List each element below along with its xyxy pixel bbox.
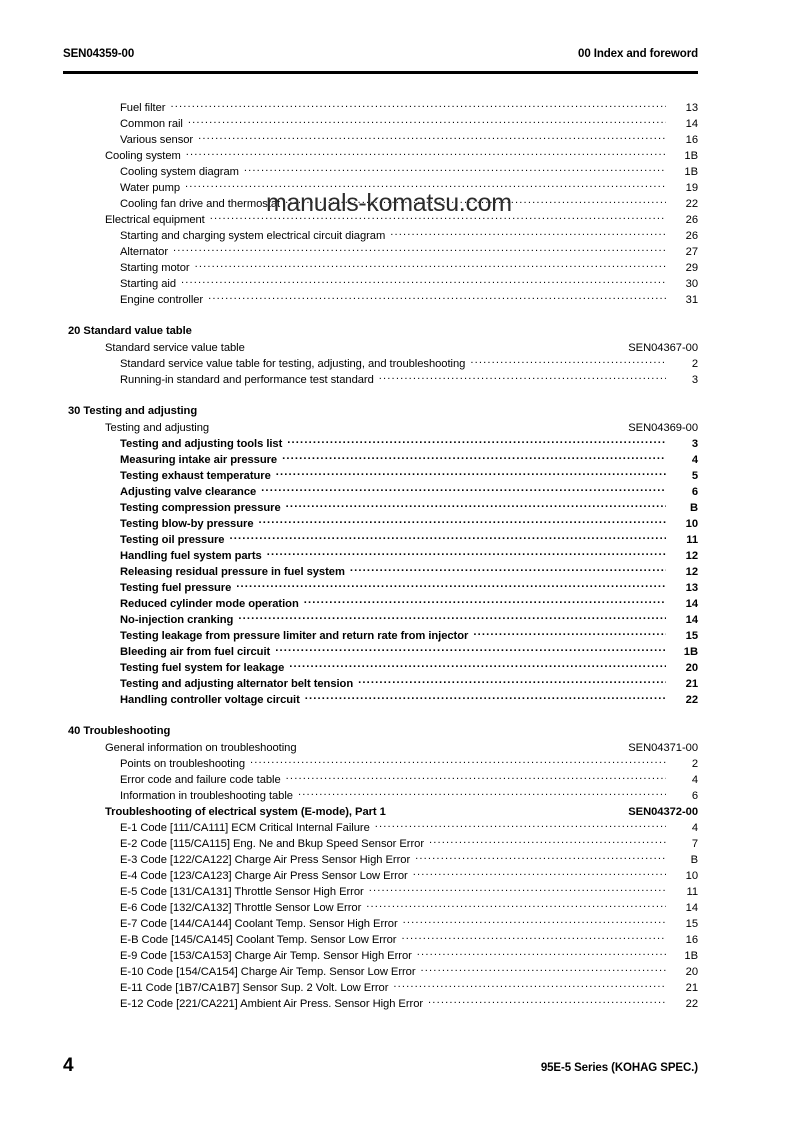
toc-entry[interactable] — [63, 851, 698, 867]
toc-entry-label: Water pump — [120, 182, 181, 194]
toc-entry-page-number: 12 — [685, 566, 698, 578]
toc-dot-leader — [214, 419, 622, 431]
toc-entry-label: Troubleshooting of electrical system (E-mode), Part 1 — [105, 806, 386, 818]
toc-entry-page-number: 16 — [685, 134, 698, 146]
toc-entry[interactable] — [63, 259, 698, 275]
toc-entry[interactable] — [63, 371, 698, 387]
toc-dot-leader — [304, 595, 666, 607]
toc-entry[interactable] — [63, 691, 698, 707]
toc-entry[interactable] — [63, 899, 698, 915]
toc-entry-label: E-10 Code [154/CA154] Charge Air Temp. Sensor Low Error — [120, 966, 416, 978]
toc-entry-label: Testing and adjusting tools list — [120, 438, 283, 450]
toc-entry-label: Running-in standard and performance test standard — [120, 374, 374, 386]
footer-page-number: 4 — [63, 1055, 74, 1076]
toc-entry-page-number: 12 — [685, 550, 698, 562]
toc-dot-leader — [289, 659, 666, 671]
toc-entry[interactable] — [63, 515, 698, 531]
toc-dot-leader — [261, 483, 666, 495]
toc-entry-label: Testing leakage from pressure limiter and return rate from injector — [120, 630, 469, 642]
toc-dot-leader — [470, 355, 666, 367]
toc-dot-leader — [267, 547, 666, 559]
toc-dot-leader — [173, 243, 666, 255]
toc-dot-leader — [393, 979, 666, 991]
toc-dot-leader — [285, 195, 666, 207]
toc-entry-page-number: 11 — [686, 886, 698, 898]
toc-dot-leader — [170, 99, 666, 111]
toc-dot-leader — [366, 899, 666, 911]
toc-entry[interactable] — [63, 739, 698, 755]
toc-dot-leader — [286, 771, 666, 783]
toc-entry-page-number: 1B — [684, 150, 698, 162]
toc-entry[interactable] — [63, 275, 698, 291]
toc-entry[interactable] — [63, 115, 698, 131]
toc-entry[interactable] — [63, 291, 698, 307]
toc-section-heading — [63, 323, 698, 339]
toc-entry-page-number: 20 — [685, 966, 698, 978]
toc-entry[interactable] — [63, 819, 698, 835]
toc-entry[interactable] — [63, 339, 698, 355]
toc-section — [63, 723, 698, 1011]
toc-entry-page-number: 7 — [691, 838, 698, 850]
toc-entry[interactable] — [63, 883, 698, 899]
toc-dot-leader — [413, 867, 666, 879]
toc-entry-label: Cooling system — [105, 150, 181, 162]
table-of-contents — [63, 99, 698, 1011]
toc-entry[interactable] — [63, 227, 698, 243]
toc-dot-leader — [415, 851, 666, 863]
toc-dot-leader — [286, 499, 666, 511]
toc-entry-page-number: 4 — [691, 774, 698, 786]
toc-dot-leader — [282, 451, 666, 463]
toc-entry-label: Reduced cylinder mode operation — [120, 598, 299, 610]
toc-dot-leader — [350, 563, 666, 575]
toc-entry-page-number: 1B — [684, 166, 698, 178]
toc-dot-leader — [421, 963, 666, 975]
toc-entry-label: E-11 Code [1B7/CA1B7] Sensor Sup. 2 Volt. Low Error — [120, 982, 389, 994]
toc-entry-page-number: 5 — [691, 470, 698, 482]
toc-dot-leader — [429, 835, 666, 847]
toc-dot-leader — [250, 755, 666, 767]
toc-dot-leader — [188, 115, 666, 127]
toc-entry[interactable] — [63, 755, 698, 771]
toc-entry-label: Common rail — [120, 118, 183, 130]
toc-dot-leader — [198, 131, 666, 143]
toc-section-heading-label: 20 Standard value table — [68, 325, 192, 337]
toc-entry-label: E-2 Code [115/CA115] Eng. Ne and Bkup Speed Sensor Error — [120, 838, 425, 850]
toc-entry[interactable] — [63, 947, 698, 963]
toc-entry[interactable] — [63, 915, 698, 931]
toc-section — [63, 99, 698, 307]
toc-entry-page-number: 27 — [685, 246, 698, 258]
toc-entry-page-number: 4 — [691, 454, 698, 466]
toc-dot-leader — [391, 803, 622, 815]
toc-entry[interactable] — [63, 435, 698, 451]
toc-dot-leader — [276, 467, 666, 479]
toc-entry[interactable] — [63, 979, 698, 995]
toc-entry-page-number: 22 — [685, 198, 698, 210]
toc-entry-page-number: 14 — [685, 598, 698, 610]
toc-entry[interactable] — [63, 659, 698, 675]
toc-entry-page-number: B — [689, 502, 698, 514]
document-code: SEN04359-00 — [63, 48, 135, 60]
toc-dot-leader — [379, 371, 666, 383]
toc-entry[interactable] — [63, 579, 698, 595]
toc-entry-sen-code: SEN04369-00 — [628, 422, 698, 434]
toc-entry-sen-code: SEN04367-00 — [628, 342, 698, 354]
toc-entry[interactable] — [63, 243, 698, 259]
toc-entry-page-number: 30 — [685, 278, 698, 290]
toc-entry[interactable] — [63, 803, 698, 819]
page-footer — [63, 1055, 698, 1077]
toc-dot-leader — [358, 675, 666, 687]
toc-entry-label: Starting aid — [120, 278, 176, 290]
toc-entry-label: E-12 Code [221/CA221] Ambient Air Press. Sensor High Error — [120, 998, 424, 1010]
toc-entry[interactable] — [63, 675, 698, 691]
toc-entry-label: Testing exhaust temperature — [120, 470, 271, 482]
toc-entry-label: Handling fuel system parts — [120, 550, 262, 562]
toc-entry-label: Testing blow-by pressure — [120, 518, 254, 530]
watermark: manuals-komatsu.com — [266, 189, 512, 217]
toc-dot-leader — [250, 339, 622, 351]
toc-entry-page-number: 10 — [685, 870, 698, 882]
toc-entry-label: Testing and adjusting alternator belt tension — [120, 678, 354, 690]
toc-entry-label: Adjusting valve clearance — [120, 486, 257, 498]
toc-entry-page-number: 13 — [685, 102, 698, 114]
toc-entry-page-number: 26 — [685, 214, 698, 226]
toc-entry-page-number: 10 — [685, 518, 698, 530]
toc-entry-label: Fuel filter — [120, 102, 166, 114]
toc-entry-page-number: 4 — [691, 822, 698, 834]
toc-entry[interactable] — [63, 211, 698, 227]
toc-section — [63, 403, 698, 707]
toc-entry-page-number: 31 — [685, 294, 698, 306]
toc-entry-label: E-7 Code [144/CA144] Coolant Temp. Sensor High Error — [120, 918, 398, 930]
toc-entry-label: Testing fuel system for leakage — [120, 662, 285, 674]
toc-entry-label: Cooling fan drive and thermostat — [120, 198, 281, 210]
toc-section-heading — [63, 403, 698, 419]
toc-entry-label: Releasing residual pressure in fuel system — [120, 566, 345, 578]
toc-dot-leader — [238, 611, 666, 623]
toc-entry-page-number: 6 — [691, 486, 698, 498]
toc-entry-label: Standard service value table for testing, adjusting, and troubleshooting — [120, 358, 466, 370]
toc-entry-label: E-1 Code [111/CA111] ECM Critical Internal Failure — [120, 822, 370, 834]
toc-section-heading-label: 40 Troubleshooting — [68, 725, 171, 737]
footer-series-label: 95E-5 Series (KOHAG SPEC.) — [540, 1062, 698, 1074]
toc-entry-label: Cooling system diagram — [120, 166, 239, 178]
toc-entry[interactable] — [63, 355, 698, 371]
toc-entry-page-number: 2 — [691, 358, 698, 370]
toc-entry[interactable] — [63, 419, 698, 435]
toc-section-heading-label: 30 Testing and adjusting — [68, 405, 198, 417]
toc-entry-sen-code: SEN04371-00 — [628, 742, 698, 754]
toc-entry-page-number: 26 — [685, 230, 698, 242]
toc-dot-leader — [375, 819, 666, 831]
toc-entry-page-number: 14 — [685, 614, 698, 626]
toc-entry-label: Testing oil pressure — [120, 534, 225, 546]
toc-entry[interactable] — [63, 867, 698, 883]
toc-section-heading — [63, 723, 698, 739]
toc-dot-leader — [428, 995, 666, 1007]
toc-entry[interactable] — [63, 563, 698, 579]
toc-dot-leader — [210, 211, 666, 223]
chapter-title: 00 Index and foreword — [578, 48, 698, 60]
toc-entry[interactable] — [63, 931, 698, 947]
toc-entry-page-number: 6 — [691, 790, 698, 802]
toc-entry[interactable] — [63, 963, 698, 979]
toc-entry[interactable] — [63, 163, 698, 179]
toc-entry-label: E-4 Code [123/CA123] Charge Air Press Sensor Low Error — [120, 870, 408, 882]
toc-entry[interactable] — [63, 547, 698, 563]
toc-entry-label: Alternator — [120, 246, 169, 258]
section-spacer — [63, 707, 698, 723]
toc-entry-label: E-6 Code [132/CA132] Throttle Sensor Low Error — [120, 902, 362, 914]
toc-entry-page-number: 15 — [685, 630, 698, 642]
toc-entry-page-number: 29 — [685, 262, 698, 274]
toc-dot-leader — [208, 291, 666, 303]
toc-entry-page-number: 14 — [685, 902, 698, 914]
toc-dot-leader — [229, 531, 666, 543]
toc-entry-label: Engine controller — [120, 294, 204, 306]
toc-entry-label: Handling controller voltage circuit — [120, 694, 300, 706]
toc-entry[interactable] — [63, 771, 698, 787]
toc-entry-page-number: 22 — [685, 998, 698, 1010]
toc-entry[interactable] — [63, 627, 698, 643]
toc-entry-label: Information in troubleshooting table — [120, 790, 293, 802]
toc-entry-label: Testing compression pressure — [120, 502, 281, 514]
toc-section — [63, 323, 698, 387]
toc-entry-label: Various sensor — [120, 134, 194, 146]
toc-dot-leader — [369, 883, 666, 895]
toc-entry-page-number: 21 — [685, 982, 698, 994]
toc-dot-leader — [417, 947, 666, 959]
toc-entry[interactable] — [63, 995, 698, 1011]
toc-dot-leader — [181, 275, 666, 287]
toc-entry[interactable] — [63, 643, 698, 659]
toc-dot-leader — [401, 931, 666, 943]
toc-dot-leader — [236, 579, 666, 591]
toc-entry-page-number: 14 — [685, 118, 698, 130]
toc-entry[interactable] — [63, 499, 698, 515]
toc-entry-label: Points on troubleshooting — [120, 758, 246, 770]
toc-dot-leader — [302, 739, 623, 751]
toc-dot-leader — [305, 691, 666, 703]
toc-dot-leader — [244, 163, 666, 175]
toc-dot-leader — [390, 227, 666, 239]
toc-entry-page-number: 3 — [691, 438, 698, 450]
toc-entry-page-number: 16 — [685, 934, 698, 946]
toc-entry-label: Bleeding air from fuel circuit — [120, 646, 271, 658]
toc-dot-leader — [186, 147, 666, 159]
section-spacer — [63, 387, 698, 403]
toc-dot-leader — [275, 643, 666, 655]
toc-entry-label: No-injection cranking — [120, 614, 234, 626]
toc-entry[interactable] — [63, 195, 698, 211]
toc-entry[interactable] — [63, 467, 698, 483]
toc-entry[interactable] — [63, 483, 698, 499]
toc-entry[interactable] — [63, 531, 698, 547]
toc-entry-sen-code: SEN04372-00 — [628, 806, 698, 818]
header-divider — [63, 71, 698, 74]
toc-entry-page-number: 11 — [686, 534, 698, 546]
toc-entry-page-number: 22 — [685, 694, 698, 706]
toc-entry[interactable] — [63, 835, 698, 851]
toc-entry-label: Starting and charging system electrical circuit diagram — [120, 230, 386, 242]
toc-entry[interactable] — [63, 595, 698, 611]
toc-entry-label: Testing and adjusting — [105, 422, 210, 434]
toc-entry-page-number: 20 — [685, 662, 698, 674]
toc-entry-page-number: 19 — [685, 182, 698, 194]
toc-entry-page-number: 2 — [691, 758, 698, 770]
toc-dot-leader — [473, 627, 666, 639]
toc-entry-page-number: 15 — [685, 918, 698, 930]
section-spacer — [63, 307, 698, 323]
toc-entry[interactable] — [63, 451, 698, 467]
toc-entry[interactable] — [63, 131, 698, 147]
toc-dot-leader — [403, 915, 666, 927]
toc-entry[interactable] — [63, 787, 698, 803]
toc-entry-label: Starting motor — [120, 262, 190, 274]
toc-entry[interactable] — [63, 99, 698, 115]
toc-entry-label: Electrical equipment — [105, 214, 205, 226]
toc-entry-page-number: B — [690, 854, 698, 866]
toc-entry-label: E-B Code [145/CA145] Coolant Temp. Sensor Low Error — [120, 934, 397, 946]
toc-entry-label: E-9 Code [153/CA153] Charge Air Temp. Sensor High Error — [120, 950, 412, 962]
toc-entry[interactable] — [63, 611, 698, 627]
toc-entry-page-number: 1B — [683, 646, 698, 658]
toc-entry[interactable] — [63, 147, 698, 163]
toc-dot-leader — [287, 435, 666, 447]
toc-entry-page-number: 3 — [691, 374, 698, 386]
toc-entry-label: E-5 Code [131/CA131] Throttle Sensor High Error — [120, 886, 364, 898]
toc-entry-page-number: 21 — [685, 678, 698, 690]
toc-dot-leader — [185, 179, 666, 191]
toc-entry-label: Testing fuel pressure — [120, 582, 232, 594]
toc-entry-page-number: 13 — [685, 582, 698, 594]
toc-entry-label: General information on troubleshooting — [105, 742, 297, 754]
toc-entry-label: Measuring intake air pressure — [120, 454, 278, 466]
toc-entry-label: E-3 Code [122/CA122] Charge Air Press Sensor High Error — [120, 854, 411, 866]
toc-dot-leader — [259, 515, 667, 527]
toc-entry-label: Error code and failure code table — [120, 774, 281, 786]
page-header — [63, 48, 698, 60]
toc-dot-leader — [298, 787, 666, 799]
toc-entry-page-number: 1B — [684, 950, 698, 962]
toc-entry-label: Standard service value table — [105, 342, 245, 354]
toc-entry[interactable] — [63, 179, 698, 195]
toc-dot-leader — [195, 259, 666, 271]
